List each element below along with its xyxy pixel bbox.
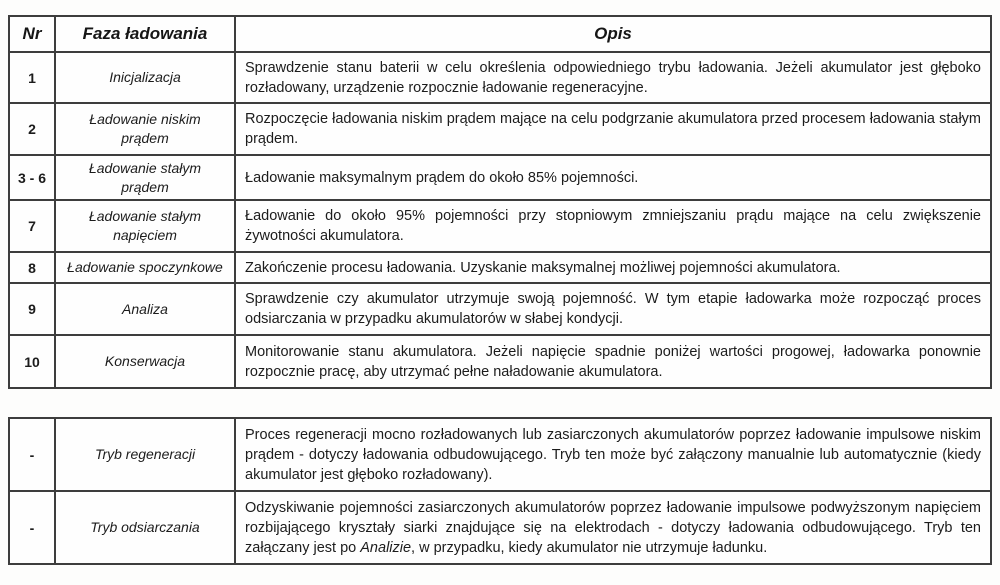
special-modes-table xyxy=(8,417,992,565)
cell-nr: - xyxy=(9,418,55,491)
cell-description: Ładowanie do około 95% pojemności przy stopniowym zmniejszaniu prądu mające na celu zwiększenie żywotności akumulatora. xyxy=(235,200,991,252)
table-row xyxy=(9,418,991,491)
cell-nr: 1 xyxy=(9,52,55,103)
cell-description: Ładowanie maksymalnym prądem do około 85% pojemności. xyxy=(235,155,991,200)
table-row xyxy=(9,283,991,335)
cell-phase: Ładowanie stałym prądem xyxy=(55,155,235,200)
cell-nr: 9 xyxy=(9,283,55,335)
cell-nr: - xyxy=(9,491,55,564)
cell-nr: 2 xyxy=(9,103,55,155)
cell-phase: Tryb odsiarczania xyxy=(55,491,235,564)
header-nr: Nr xyxy=(9,16,55,52)
cell-phase: Konserwacja xyxy=(55,335,235,388)
cell-description: Rozpoczęcie ładowania niskim prądem mające na celu podgrzanie akumulatora przed procesem ładowania stałym prądem. xyxy=(235,103,991,155)
cell-description: Sprawdzenie stanu baterii w celu określenia odpowiedniego trybu ładowania. Jeżeli akumulator jest głęboko rozładowany, urządzenie rozpocznie ładowanie regeneracyjne. xyxy=(235,52,991,103)
header-description: Opis xyxy=(235,16,991,52)
cell-nr: 7 xyxy=(9,200,55,252)
cell-phase: Ładowanie stałym napięciem xyxy=(55,200,235,252)
description-italic-term: Analizie xyxy=(360,539,412,556)
table-row xyxy=(9,252,991,283)
cell-description: Zakończenie procesu ładowania. Uzyskanie maksymalnej możliwej pojemności akumulatora. xyxy=(235,252,991,283)
cell-phase: Tryb regeneracji xyxy=(55,418,235,491)
cell-description: Proces regeneracji mocno rozładowanych lub zasiarczonych akumulatorów poprzez ładowanie impulsowe niskim prądem - dotyczy ładowania odbudowującego. Tryb ten może być załączony manualnie lub automatycznie (kiedy akumulator jest głęboko rozładowany). xyxy=(235,418,991,491)
cell-nr: 8 xyxy=(9,252,55,283)
description-text: , w przypadku, kiedy akumulator nie utrzymuje ładunku. xyxy=(411,539,768,556)
cell-phase: Analiza xyxy=(55,283,235,335)
table-row xyxy=(9,200,991,252)
charging-phases-table xyxy=(8,15,992,389)
cell-description: Monitorowanie stanu akumulatora. Jeżeli napięcie spadnie poniżej wartości progowej, ładowarka ponownie rozpocznie pracę, aby utrzymać pełne naładowanie akumulatora. xyxy=(235,335,991,388)
cell-phase: Ładowanie niskim prądem xyxy=(55,103,235,155)
description-text: Odzyskiwanie pojemności zasiarczonych akumulatorów poprzez ładowanie impulsowe podwyższonym napięciem rozbijającego kryształy siarki znajdujące się na elektrodach - dotyczy ładowania odbudowującego. Tryb ten załączany jest po xyxy=(245,499,981,556)
table-row xyxy=(9,491,991,564)
table-row xyxy=(9,103,991,155)
cell-nr: 10 xyxy=(9,335,55,388)
table-row xyxy=(9,52,991,103)
table-header-row xyxy=(9,16,991,52)
cell-phase: Inicjalizacja xyxy=(55,52,235,103)
cell-phase: Ładowanie spoczynkowe xyxy=(55,252,235,283)
cell-description: Sprawdzenie czy akumulator utrzymuje swoją pojemność. W tym etapie ładowarka może rozpocząć proces odsiarczania w przypadku akumulatorów w słabej kondycji. xyxy=(235,283,991,335)
table-row xyxy=(9,155,991,200)
table-row xyxy=(9,335,991,388)
cell-description xyxy=(235,491,991,564)
cell-nr: 3 - 6 xyxy=(9,155,55,200)
header-phase: Faza ładowania xyxy=(55,16,235,52)
